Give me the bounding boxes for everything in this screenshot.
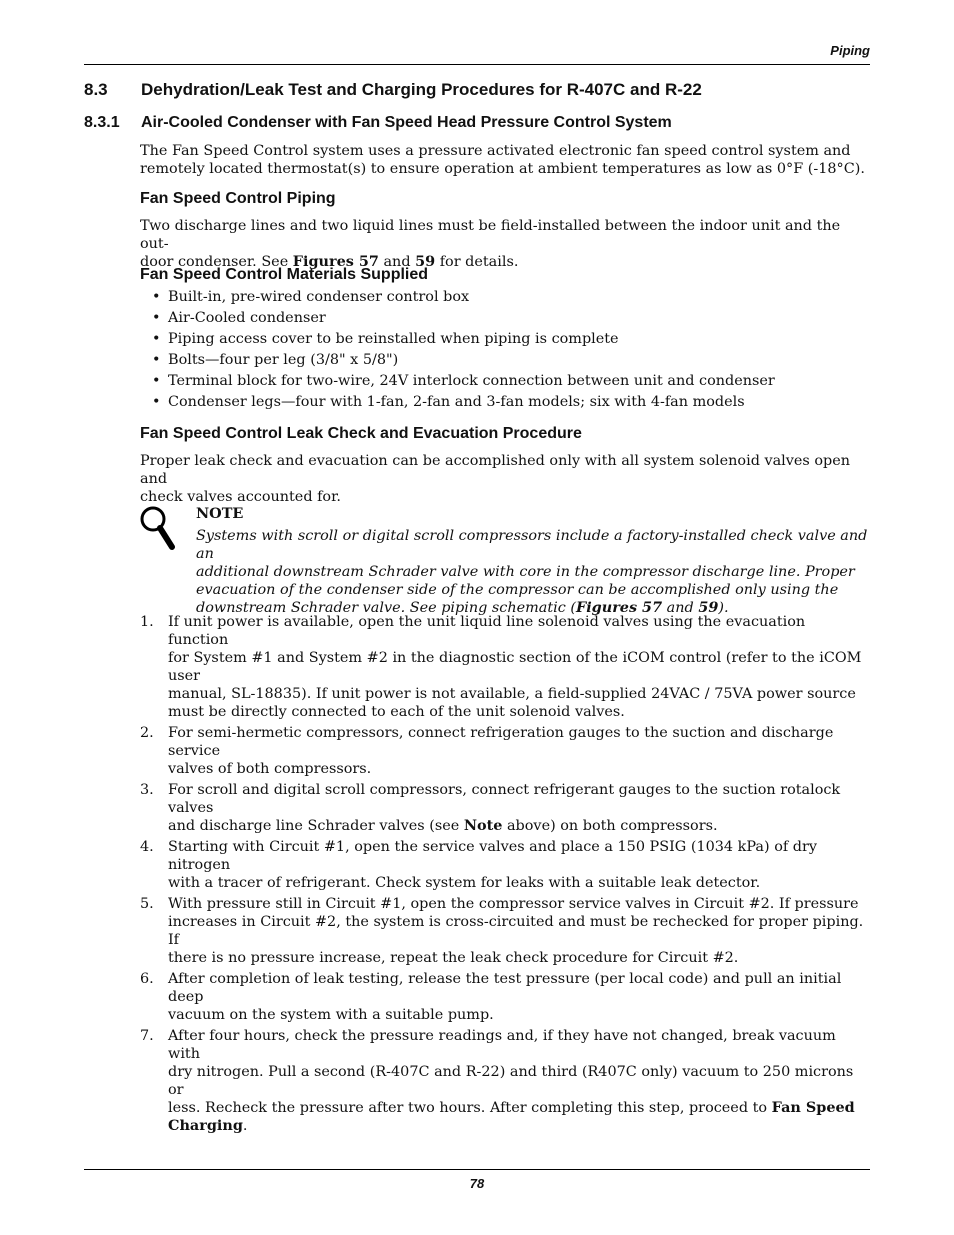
note-line: additional downstream Schrader valve with core in the compressor discharge line. Proper: [196, 564, 855, 580]
intro-line: remotely located thermostat(s) to ensure operation at ambient temperatures as low as 0°F (-18°C).: [140, 161, 865, 177]
step-line: Starting with Circuit #1, open the service valves and place a 150 PSIG (1034 kPa) of dry nitrogen: [168, 839, 817, 873]
text-run: and: [662, 600, 699, 616]
text-run: door condenser. See: [140, 254, 293, 270]
note-reference: Note: [463, 817, 503, 834]
step-number: 5.: [140, 896, 154, 912]
text-run: for details.: [435, 254, 519, 270]
note-body: [196, 527, 868, 617]
intro-line: Proper leak check and evacuation can be accomplished only with all system solenoid valves open and: [140, 453, 851, 487]
list-item-text: Air-Cooled condenser: [168, 310, 326, 326]
intro-line: The Fan Speed Control system uses a pressure activated electronic fan speed control system and: [140, 143, 851, 159]
step-line: for System #1 and System #2 in the diagnostic section of the iCOM control (refer to the iCOM user: [168, 650, 862, 684]
section-number: 8.3: [84, 80, 108, 99]
note-title: NOTE: [196, 505, 244, 522]
text-run: ).: [718, 600, 729, 616]
section-reference: Fan Speed: [771, 1099, 855, 1116]
procedure-steps: [140, 613, 868, 1138]
materials-list: [152, 288, 775, 414]
step-line: valves of both compressors.: [168, 761, 372, 777]
step-item: [140, 970, 868, 1024]
list-item-text: Built-in, pre-wired condenser control box: [168, 289, 470, 305]
text-run: above) on both compressors.: [502, 818, 718, 834]
list-item-text: Piping access cover to be reinstalled when piping is complete: [168, 331, 619, 347]
list-item-text: Bolts—four per leg (3/8" x 5/8"): [168, 352, 399, 368]
step-line: [168, 1099, 868, 1117]
step-line: For scroll and digital scroll compressors, connect refrigerant gauges to the suction rotalock valves: [168, 782, 841, 816]
header-rule: [84, 64, 870, 65]
step-line: vacuum on the system with a suitable pump.: [168, 1007, 494, 1023]
step-line: with a tracer of refrigerant. Check system for leaks with a suitable leak detector.: [168, 875, 761, 891]
step-line: there is no pressure increase, repeat the leak check procedure for Circuit #2.: [168, 950, 739, 966]
bullet-icon: •: [152, 331, 161, 347]
piping-paragraph: [140, 217, 868, 271]
step-number: 6.: [140, 971, 154, 987]
text-run: downstream Schrader valve. See piping schematic (: [196, 600, 576, 616]
step-line: increases in Circuit #2, the system is cross-circuited and must be rechecked for proper piping. If: [168, 914, 864, 948]
footer-rule: [84, 1169, 870, 1170]
step-line: must be directly connected to each of the unit solenoid valves.: [168, 704, 625, 720]
step-item: [140, 895, 868, 967]
list-item: [152, 309, 775, 330]
bullet-icon: •: [152, 394, 161, 410]
step-line: [168, 817, 868, 835]
intro-line: check valves accounted for.: [140, 489, 341, 505]
figure-reference: Figures 57: [292, 253, 379, 270]
leak-check-heading: Fan Speed Control Leak Check and Evacuation Procedure: [140, 425, 582, 442]
step-number: 4.: [140, 839, 154, 855]
materials-heading: Fan Speed Control Materials Supplied: [140, 266, 429, 283]
section-heading: [84, 80, 702, 100]
step-line: After four hours, check the pressure readings and, if they have not changed, break vacuum with: [168, 1028, 836, 1062]
list-item: [152, 372, 775, 393]
step-item: [140, 1027, 868, 1135]
step-item: [140, 613, 868, 721]
bullet-icon: •: [152, 373, 161, 389]
page-number: 78: [469, 1176, 485, 1191]
bullet-icon: •: [152, 289, 161, 305]
leak-check-intro: [140, 452, 868, 506]
step-line: dry nitrogen. Pull a second (R-407C and R-22) and third (R407C only) vacuum to 250 microns or: [168, 1064, 854, 1098]
figure-reference: Figures 57: [576, 599, 663, 616]
list-item: [152, 330, 775, 351]
section-title: Dehydration/Leak Test and Charging Procedures for R-407C and R-22: [141, 80, 702, 99]
step-number: 1.: [140, 614, 154, 630]
step-number: 3.: [140, 782, 154, 798]
note-line: evacuation of the condenser side of the compressor can be accomplished only using the: [196, 582, 839, 598]
bullet-icon: •: [152, 310, 161, 326]
subsection-heading: [84, 114, 672, 132]
list-item-text: Terminal block for two-wire, 24V interlock connection between unit and condenser: [168, 373, 775, 389]
magnifier-icon: [138, 505, 178, 551]
bullet-icon: •: [152, 352, 161, 368]
step-item: [140, 838, 868, 892]
text-run: .: [242, 1118, 248, 1134]
step-item: [140, 781, 868, 835]
step-number: 2.: [140, 725, 154, 741]
list-item: [152, 288, 775, 309]
text-run: and discharge line Schrader valves (see: [168, 818, 464, 834]
list-item: [152, 351, 775, 372]
figure-reference: 59: [698, 599, 719, 616]
subsection-intro: [140, 142, 868, 178]
list-item: [152, 393, 775, 414]
step-line: After completion of leak testing, release the test pressure (per local code) and pull an initial deep: [168, 971, 842, 1005]
text-run: less. Recheck the pressure after two hours. After completing this step, proceed to: [168, 1100, 772, 1116]
step-item: [140, 724, 868, 778]
subsection-title: Air-Cooled Condenser with Fan Speed Head Pressure Control System: [141, 114, 672, 131]
step-line: manual, SL-18835). If unit power is not available, a field-supplied 24VAC / 75VA power source: [168, 686, 856, 702]
subsection-number: 8.3.1: [84, 114, 120, 131]
step-number: 7.: [140, 1028, 154, 1044]
list-item-text: Condenser legs—four with 1-fan, 2-fan and 3-fan models; six with 4-fan models: [168, 394, 745, 410]
running-head: Piping: [830, 43, 870, 58]
section-reference: Charging: [168, 1117, 243, 1134]
step-line: If unit power is available, open the unit liquid line solenoid valves using the evacuation function: [168, 614, 806, 648]
step-line: For semi-hermetic compressors, connect refrigeration gauges to the suction and discharge service: [168, 725, 834, 759]
figure-reference: 59: [415, 253, 436, 270]
note-line: Systems with scroll or digital scroll compressors include a factory-installed check valve and an: [196, 528, 868, 562]
piping-line: Two discharge lines and two liquid lines must be field-installed between the indoor unit and the out-: [140, 218, 841, 252]
step-line: With pressure still in Circuit #1, open the compressor service valves in Circuit #2. If pressure: [168, 896, 859, 912]
step-line: [168, 1117, 868, 1135]
text-run: and: [378, 254, 416, 270]
piping-heading: Fan Speed Control Piping: [140, 190, 336, 207]
